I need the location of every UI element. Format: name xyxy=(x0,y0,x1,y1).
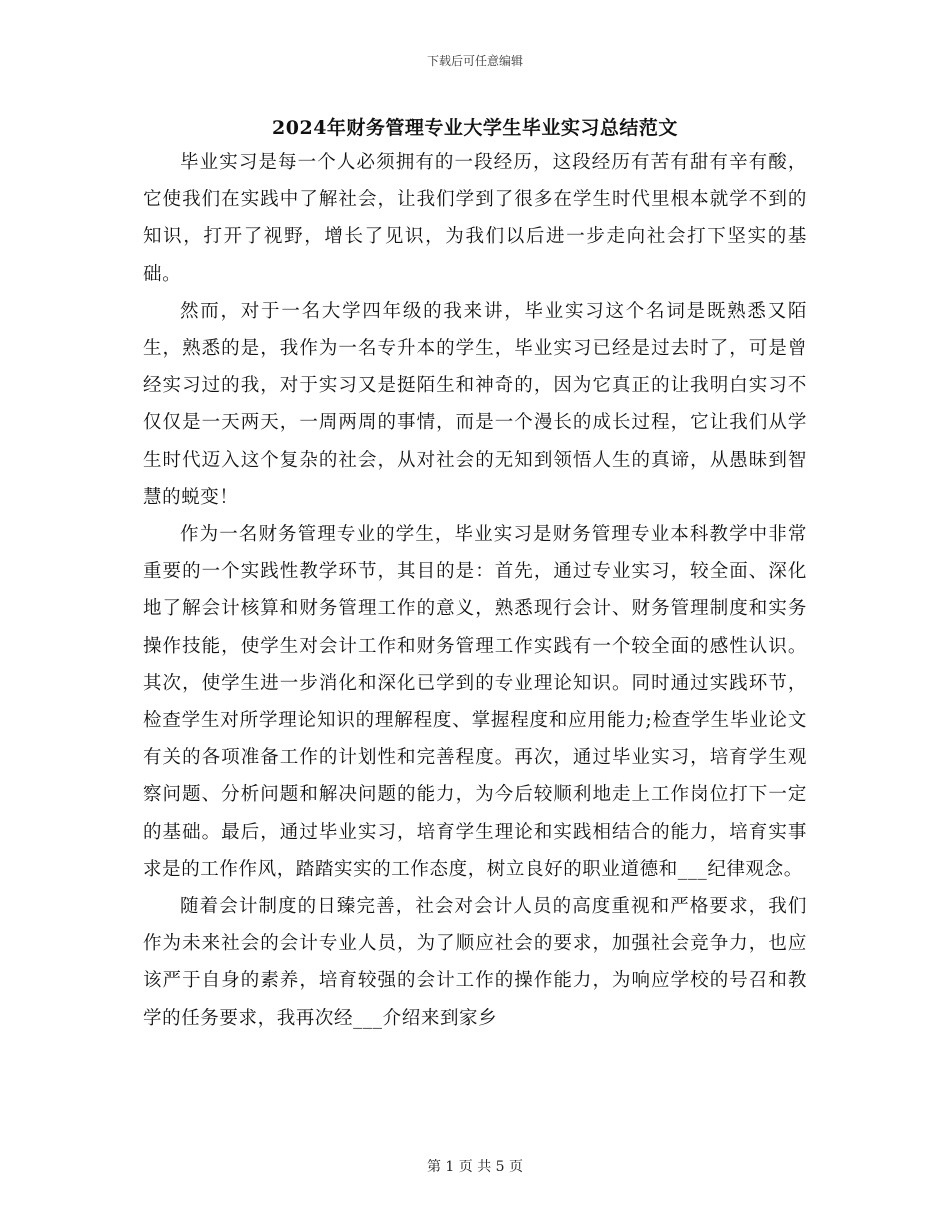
document-body xyxy=(143,144,807,1037)
paragraph-2: 然而，对于一名大学四年级的我来讲，毕业实习这个名词是既熟悉又陌生，熟悉的是，我作为一名专升本的学生，毕业实习已经是过去时了，可是曾经实习过的我，对于实习又是挺陌生和神奇的，因为它真正的让我明白实习不仅仅是一天两天，一周两周的事情，而是一个漫长的成长过程，它让我们从学生时代迈入这个复杂的社会，从对社会的无知到领悟人生的真谛，从愚昧到智慧的蜕变！ xyxy=(143,300,807,508)
page-number: 第 1 页 共 5 页 xyxy=(426,1159,524,1175)
paragraph-4: 随着会计制度的日臻完善，社会对会计人员的高度重视和严格要求，我们作为未来社会的会计专业人员，为了顺应社会的要求，加强社会竞争力，也应该严于自身的素养，培育较强的会计工作的操作能力，为响应学校的号召和教学的任务要求，我再次经___介绍来到家乡 xyxy=(143,896,807,1029)
paragraph-1: 毕业实习是每一个人必须拥有的一段经历，这段经历有苦有甜有辛有酸，它使我们在实践中了解社会，让我们学到了很多在学生时代里根本就学不到的知识，打开了视野，增长了见识，为我们以后进一步走向社会打下坚实的基础。 xyxy=(143,152,807,285)
paragraph-3: 作为一名财务管理专业的学生，毕业实习是财务管理专业本科教学中非常重要的一个实践性教学环节，其目的是：首先，通过专业实习，较全面、深化地了解会计核算和财务管理工作的意义，熟悉现行会计、财务管理制度和实务操作技能，使学生对会计工作和财务管理工作实践有一个较全面的感性认识。其次，使学生进一步消化和深化已学到的专业理论知识。同时通过实践环节，检查学生对所学理论知识的理解程度、掌握程度和应用能力;检查学生毕业论文有关的各项准备工作的计划性和完善程度。再次，通过毕业实习，培育学生观察问题、分析问题和解决问题的能力，为今后较顺利地走上工作岗位打下一定的基础。最后，通过毕业实习，培育学生理论和实践相结合的能力，培育实事求是的工作作风，踏踏实实的工作态度，树立良好的职业道德和___纪律观念。 xyxy=(143,524,807,880)
page-header-note: 下载后可任意编辑 xyxy=(426,54,523,68)
document-title: 2024年财务管理专业大学生毕业实习总结范文 xyxy=(272,117,678,139)
